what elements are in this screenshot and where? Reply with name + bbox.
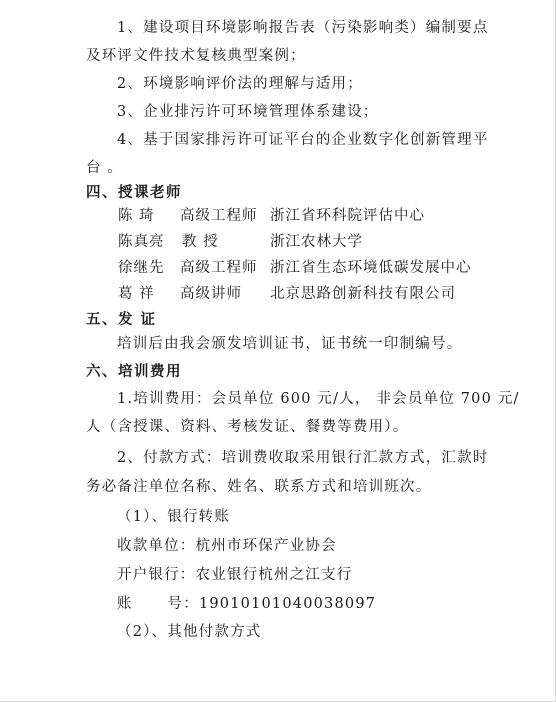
payment-method-text: 2、付款方式：培训费收取采用银行汇款方式，汇款时: [117, 450, 489, 466]
other-payment-heading: （2）、其他付款方式: [117, 624, 262, 640]
payee-line: 收款单位：杭州市环保产业协会: [117, 538, 337, 554]
teacher-name: 徐继先: [118, 260, 165, 276]
section-heading-teachers: 四、授课老师: [86, 184, 182, 201]
course-item-1: 1、建设项目环境影响报告表（污染影响类）编制要点: [117, 20, 489, 36]
fee-text-cont: 人（含授课、资料、考核发证、餐费等费用）。: [86, 419, 409, 435]
section-heading-certificate: 五、发 证: [86, 311, 157, 328]
teacher-org: 浙江农林大学: [270, 234, 363, 250]
teacher-row: [118, 206, 518, 226]
course-item-2: 2、环境影响评价法的理解与适用；: [117, 76, 363, 92]
course-item-4-cont: 台 。: [86, 160, 124, 176]
teacher-name: 陈真亮: [118, 234, 165, 250]
teacher-row: [118, 232, 518, 252]
teacher-title: 高级工程师: [180, 260, 258, 276]
account-line: 账 号：19010101040038097: [117, 596, 377, 612]
teacher-org: 北京思路创新科技有限公司: [270, 286, 456, 302]
teacher-name: 葛 祥: [118, 286, 155, 302]
teacher-name: 陈 琦: [118, 208, 155, 224]
teacher-title: 高级讲师: [180, 286, 242, 302]
course-item-1-cont: 及环评文件技术复核典型案例；: [86, 48, 306, 64]
bank-transfer-heading: （1）、银行转账: [117, 509, 231, 525]
fee-text: 1.培训费用：会员单位 600 元/人， 非会员单位 700 元/: [117, 391, 520, 407]
teacher-row: [118, 258, 518, 278]
course-item-3: 3、企业排污许可环境管理体系建设；: [117, 104, 379, 120]
teacher-org: 浙江省环科院评估中心: [270, 208, 425, 224]
payment-method-text-cont: 务必备注单位名称、姓名、联系方式和培训班次。: [86, 479, 432, 495]
section-heading-fees: 六、培训费用: [86, 363, 182, 380]
certificate-text: 培训后由我会颁发培训证书，证书统一印制编号。: [117, 336, 463, 352]
bank-line: 开户银行：农业银行杭州之江支行: [117, 567, 353, 583]
course-item-4: 4、基于国家排污许可证平台的企业数字化创新管理平: [117, 132, 489, 148]
teacher-title: 教 授: [182, 234, 219, 250]
teacher-row: [118, 284, 518, 304]
teacher-title: 高级工程师: [180, 208, 258, 224]
teacher-org: 浙江省生态环境低碳发展中心: [270, 260, 472, 276]
